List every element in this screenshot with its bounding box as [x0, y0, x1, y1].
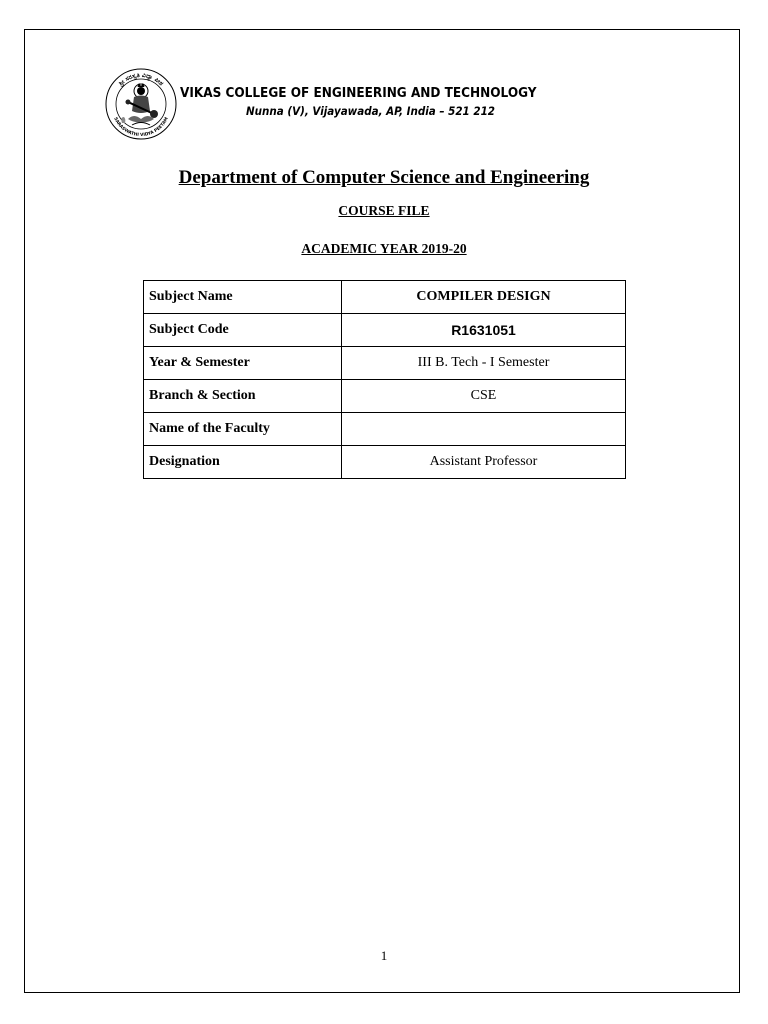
designation-value: Assistant Professor: [342, 446, 626, 479]
branch-section-label: Branch & Section: [144, 380, 342, 413]
table-row-faculty-name: [144, 413, 626, 446]
table-row-subject-code: [144, 314, 626, 347]
svg-text:SARASWATHI VIDYA PEETAM: SARASWATHI VIDYA PEETAM: [112, 116, 170, 139]
college-address: Nunna (V), Vijayawada, AP, India – 521 212: [246, 104, 495, 118]
academic-year-heading: ACADEMIC YEAR 2019-20: [301, 241, 467, 256]
table-row-subject-name: [144, 281, 626, 314]
faculty-name-value: [342, 413, 626, 446]
subject-name-value: COMPILER DESIGN: [342, 281, 626, 314]
table-row-branch-section: [144, 380, 626, 413]
year-semester-value: III B. Tech - I Semester: [342, 347, 626, 380]
table-row-year-semester: [144, 347, 626, 380]
designation-label: Designation: [144, 446, 342, 479]
branch-section-value: CSE: [342, 380, 626, 413]
college-seal-goddess-icon: [104, 67, 178, 141]
subject-name-label: Subject Name: [144, 281, 342, 314]
college-name: VIKAS COLLEGE OF ENGINEERING AND TECHNOLOGY: [180, 86, 537, 101]
course-info-table: [143, 280, 626, 479]
department-title: Department of Computer Science and Engineering: [178, 167, 590, 188]
svg-text:ಶ್ರೀ ಸರಸ್ವತಿ ವಿದ್ಯಾ ಪೀಠ: ಶ್ರೀ ಸರಸ್ವತಿ ವಿದ್ಯಾ ಪೀಠ: [117, 71, 165, 88]
faculty-name-label: Name of the Faculty: [144, 413, 342, 446]
table-row-designation: [144, 446, 626, 479]
page-number: 1: [380, 948, 388, 963]
year-semester-label: Year & Semester: [144, 347, 342, 380]
subject-code-label: Subject Code: [144, 314, 342, 347]
course-file-heading: COURSE FILE: [338, 203, 430, 218]
subject-code-value: R1631051: [342, 314, 626, 347]
